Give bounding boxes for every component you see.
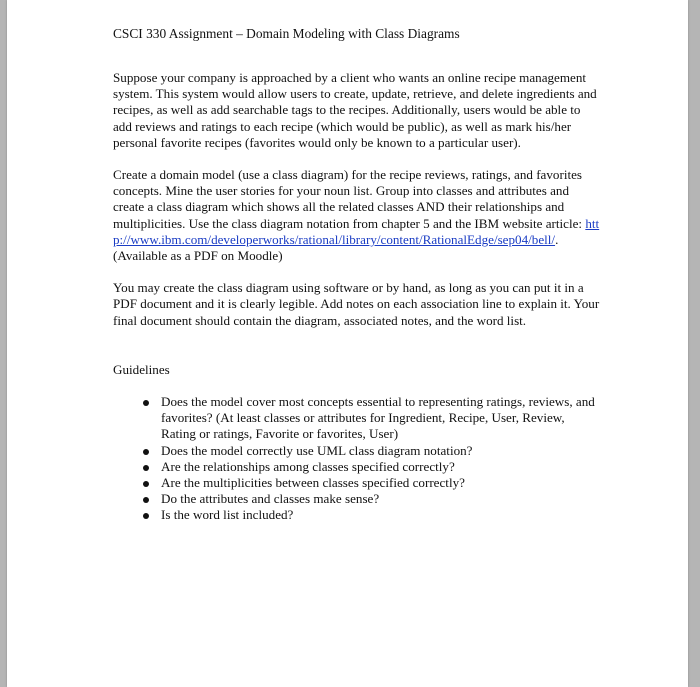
guideline-item [141,459,600,475]
guideline-text: Does the model cover most concepts essential to representing ratings, reviews, and favorites? (At least classes or attributes for Ingredient, Recipe, User, Review, Rating or ratings, Favorite or favorites, User) [161,394,595,442]
guideline-text: Are the multiplicities between classes specified correctly? [161,475,465,491]
link-suffix-text: . (Available as a PDF on Moodle) [113,231,559,264]
guideline-item [141,394,600,443]
guideline-text: Does the model correctly use UML class diagram notation? [161,442,473,458]
guideline-item [141,491,600,507]
document-title: CSCI 330 Assignment – Domain Modeling with Class Diagrams [113,26,460,41]
bullet-icon [143,465,149,471]
guideline-item [141,443,600,459]
bullet-icon [143,497,149,503]
guideline-text: Is the word list included? [161,507,294,523]
guidelines-heading: Guidelines [113,361,170,377]
paragraph-submission: You may create the class diagram using software or by hand, as long as you can put it in a PDF document and it is clearly legible. Add notes on each association line to explain it. Your final document should contain the diagram, associated notes, and the word list. [113,280,600,328]
ibm-article-link[interactable]: http://www.ibm.com/developerworks/rational/library/content/RationalEdge/sep04/bell/ [113,215,600,247]
guideline-item [141,475,600,491]
bullet-icon [143,513,149,519]
document-content [113,25,600,524]
paragraph-instructions-text: Create a domain model (use a class diagram) for the recipe reviews, ratings, and favorites concepts. Mine the user stories for your noun list. Group into classes and attributes and create a class diagram which shows all the related classes AND their relationships and multiplicities. Use the class diagram notation from chapter 5 and the IBM website article: [113,167,583,231]
guideline-item [141,507,600,523]
guidelines-list [113,394,600,524]
guideline-text: Do the attributes and classes make sense? [161,491,380,507]
guideline-text: Are the relationships among classes specified correctly? [161,458,455,474]
bullet-icon [143,481,149,487]
bullet-icon [143,449,149,455]
paragraph-problem-statement: Suppose your company is approached by a client who wants an online recipe management system. This system would allow users to create, update, retrieve, and delete ingredients and recipes, as well as add searchable tags to the recipes. Additionally, users would be able to add reviews and ratings to each recipe (which would be public), as well as mark his/her personal favorite recipes (favorites would only be known to a particular user). [113,70,597,150]
document-page [7,0,688,687]
paragraph-instructions [113,167,600,264]
bullet-icon [143,400,149,406]
